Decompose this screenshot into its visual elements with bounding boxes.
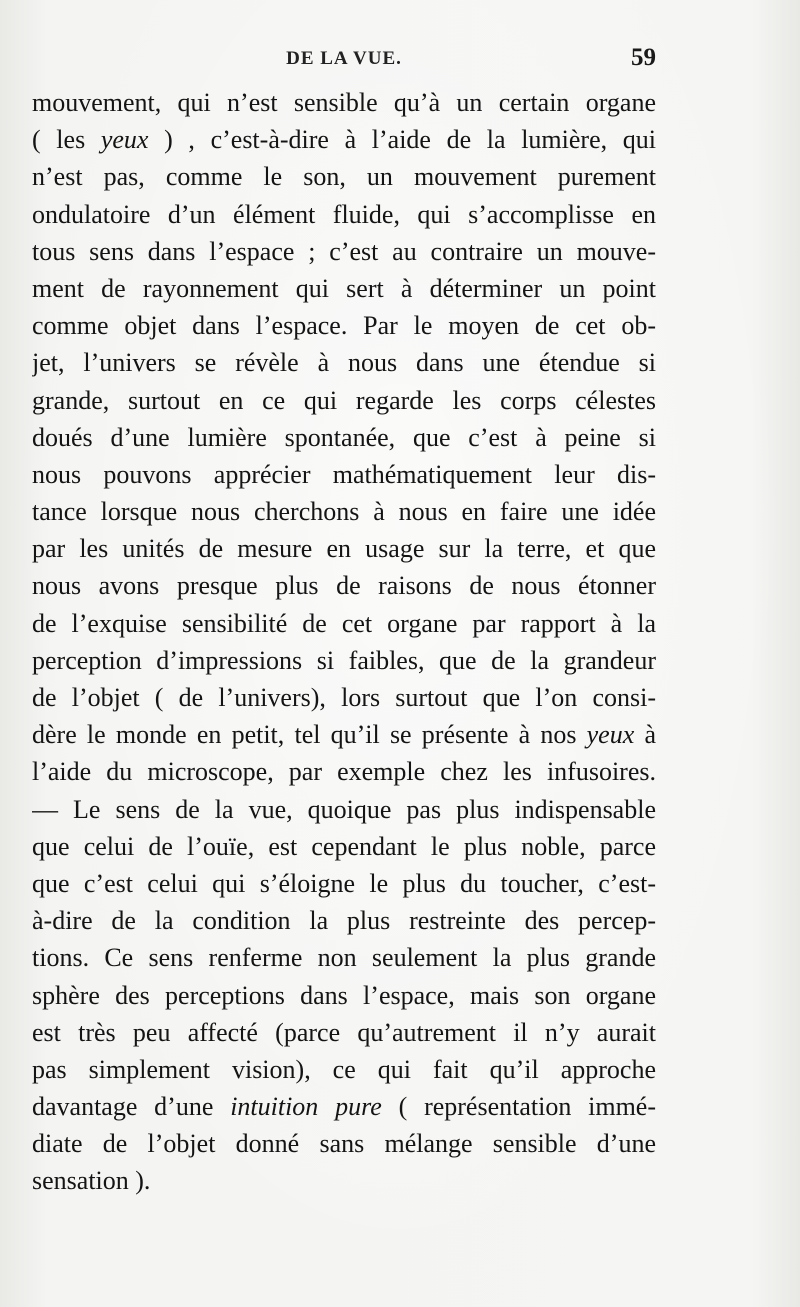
text-line: sphère des perceptions dans l’espace, mais son organe: [32, 980, 656, 1010]
text-line: pas simplement vision), ce qui fait qu’il approche: [32, 1054, 656, 1084]
text-line: jet, l’univers se révèle à nous dans une étendue si: [32, 348, 656, 378]
text-line: mouvement, qui n’est sensible qu’à un certain organe: [32, 88, 656, 117]
text-line: ment de rayonnement qui sert à déterminer un point: [32, 273, 656, 303]
text-line: diate de l’objet donné sans mélange sensible d’une: [32, 1129, 656, 1159]
text-line: de l’exquise sensibilité de cet organe par rapport à la: [32, 608, 656, 638]
text-line: tous sens dans l’espace ; c’est au contraire un mouve-: [32, 236, 656, 266]
text-line: comme objet dans l’espace. Par le moyen de cet ob-: [32, 311, 656, 341]
text-line: ( les yeux ) , c’est-à-dire à l’aide de la lumière, qui: [32, 125, 656, 155]
body-text: [32, 84, 656, 1200]
text-line: davantage d’une intuition pure ( représentation immé-: [32, 1092, 656, 1122]
text-line: nous avons presque plus de raisons de nous étonner: [32, 571, 656, 601]
text-line: grande, surtout en ce qui regarde les corps célestes: [32, 385, 656, 415]
text-line: est très peu affecté (parce qu’autrement il n’y aurait: [32, 1017, 656, 1047]
text-line: — Le sens de la vue, quoique pas plus indispensable: [32, 794, 656, 824]
text-line: que c’est celui qui s’éloigne le plus du toucher, c’est-: [32, 868, 656, 898]
text-line: nous pouvons apprécier mathématiquement leur dis-: [32, 459, 656, 489]
running-title: DE LA VUE.: [286, 48, 402, 69]
text-line: ondulatoire d’un élément fluide, qui s’accomplisse en: [32, 199, 656, 229]
text-line: l’aide du microscope, par exemple chez les infusoires.: [32, 757, 656, 787]
page-number: 59: [631, 44, 656, 71]
text-line: dère le monde en petit, tel qu’il se présente à nos yeux à: [32, 720, 656, 750]
text-line: n’est pas, comme le son, un mouvement purement: [32, 162, 656, 192]
text-line: doués d’une lumière spontanée, que c’est à peine si: [32, 422, 656, 452]
text-line-last: sensation ).: [32, 1166, 151, 1196]
text-line: que celui de l’ouïe, est cependant le plus noble, parce: [32, 831, 656, 861]
text-line: à-dire de la condition la plus restreinte des percep-: [32, 906, 656, 936]
text-line: perception d’impressions si faibles, que de la grandeur: [32, 645, 656, 675]
text-line: tance lorsque nous cherchons à nous en faire une idée: [32, 497, 656, 527]
text-line: tions. Ce sens renferme non seulement la plus grande: [32, 943, 656, 973]
text-line: de l’objet ( de l’univers), lors surtout que l’on consi-: [32, 683, 656, 712]
text-line: par les unités de mesure en usage sur la terre, et que: [32, 534, 656, 564]
page-header: [32, 44, 656, 78]
